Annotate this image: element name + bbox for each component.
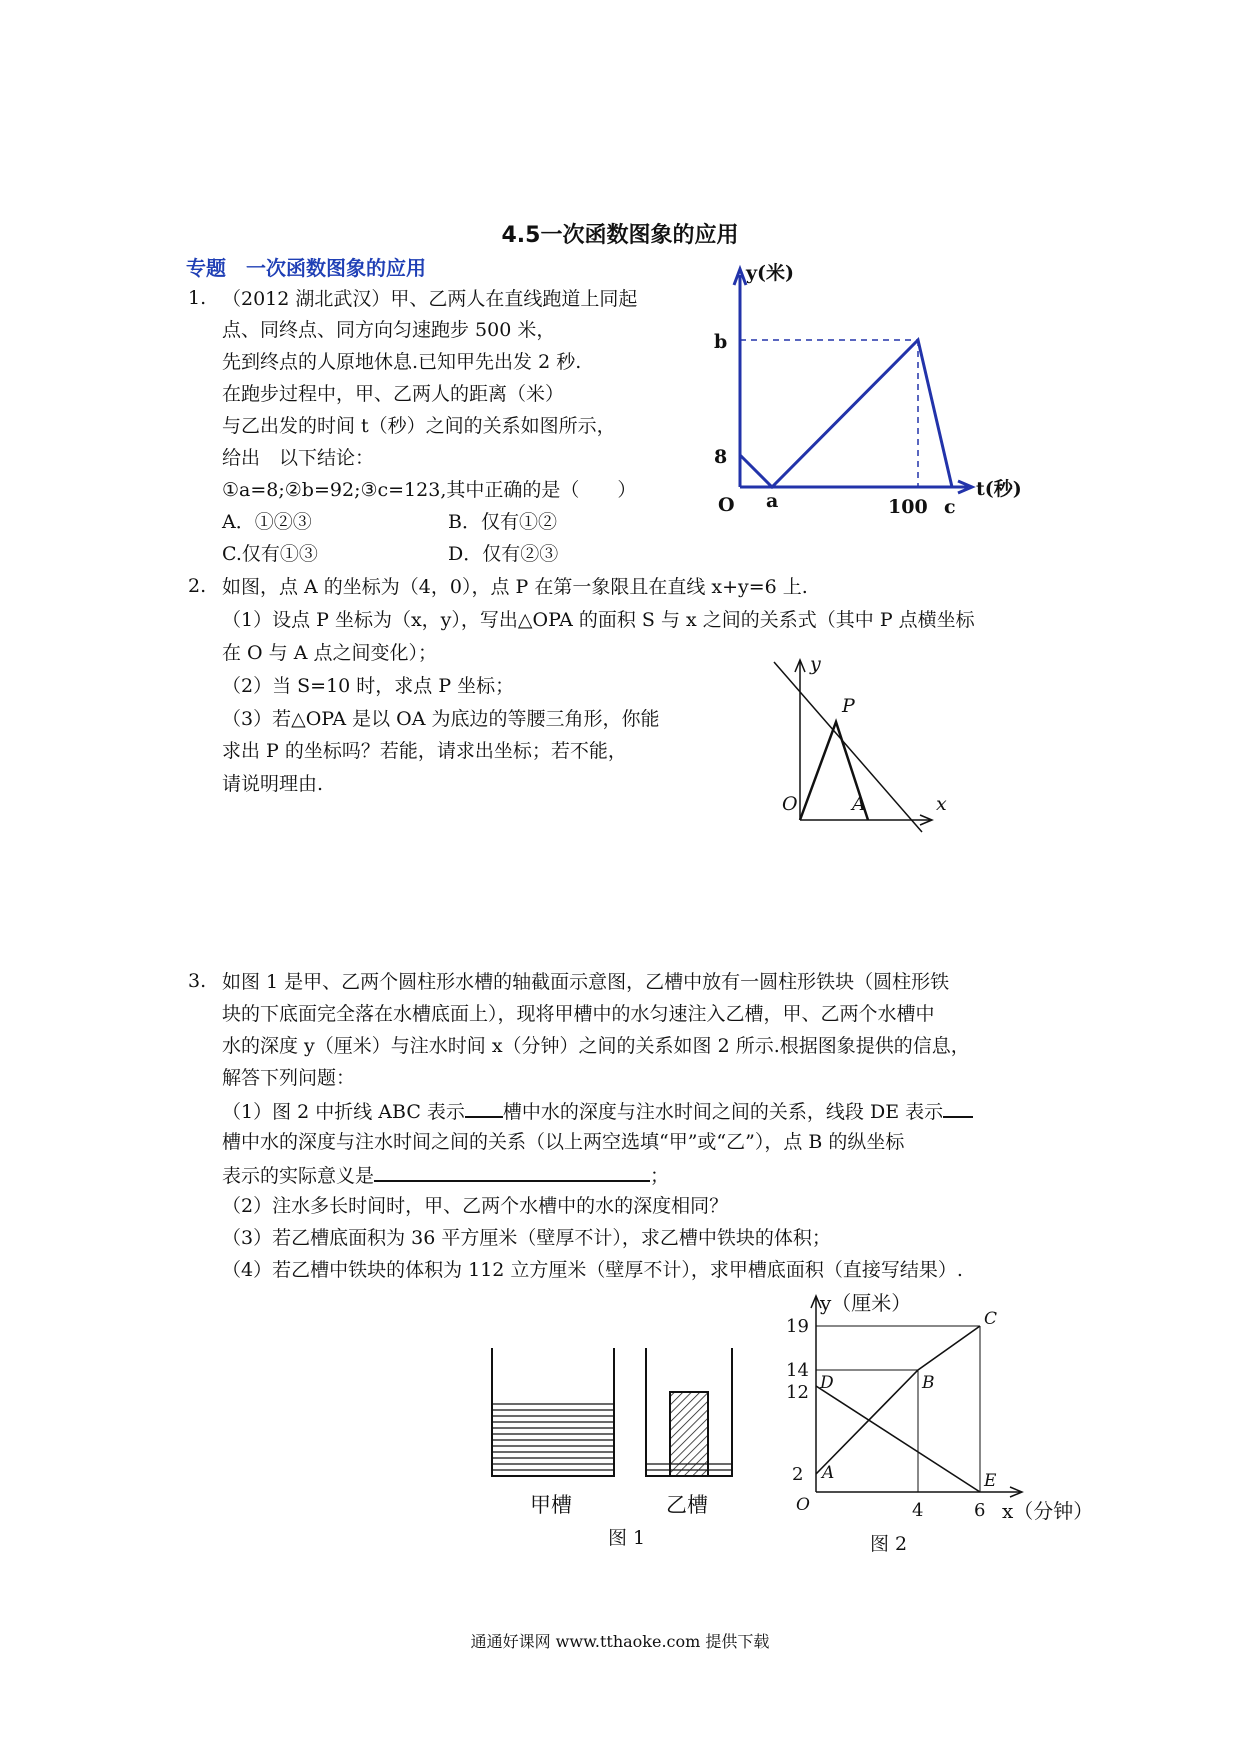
q3-part2: （2）注水多长时间时，甲、乙两个水槽中的水的深度相同？ bbox=[222, 1195, 729, 1217]
q1-option-d: D．仅有②③ bbox=[448, 543, 559, 565]
tank-a-label: 甲槽 bbox=[530, 1493, 572, 1517]
q2-line-6: 求出 P 的坐标吗？若能，请求出坐标；若不能， bbox=[222, 740, 627, 762]
q1-line-5: 与乙出发的时间 t（秒）之间的关系如图所示， bbox=[222, 415, 616, 437]
q1-distance-line bbox=[740, 340, 952, 487]
q3-figure-1 bbox=[480, 1340, 760, 1570]
q1-y-label: y(米) bbox=[746, 262, 795, 284]
q3-figure-2 bbox=[770, 1288, 1100, 1570]
fig2-polyline-abc bbox=[816, 1326, 980, 1474]
fig2-point-b: B bbox=[922, 1373, 935, 1393]
q1-line-4: 在跑步过程中，甲、乙两人的距离（米） bbox=[222, 383, 565, 405]
q1-origin: O bbox=[718, 494, 735, 516]
figure-1-caption: 图 1 bbox=[608, 1527, 646, 1549]
q1-label-a: a bbox=[766, 490, 779, 512]
fig2-point-c: C bbox=[984, 1309, 998, 1329]
q1-option-c: C.仅有①③ bbox=[222, 543, 318, 565]
q3-part1-row2: 槽中水的深度与注水时间之间的关系（以上两空选填“甲”或“乙”），点 B 的纵坐标 bbox=[222, 1131, 905, 1153]
q3-part1-text-a: （1）图 2 中折线 ABC 表示 bbox=[222, 1101, 465, 1123]
q3-part4: （4）若乙槽中铁块的体积为 112 立方厘米（壁厚不计），求甲槽底面积（直接写结果）. bbox=[222, 1259, 963, 1281]
fig2-point-d: D bbox=[820, 1373, 834, 1393]
q3-blank-1[interactable] bbox=[465, 1098, 503, 1118]
q3-part1-text-d: 表示的实际意义是 bbox=[222, 1165, 375, 1187]
q1-line-2: 点、同终点、同方向匀速跑步 500 米， bbox=[222, 319, 556, 341]
fig2-origin: O bbox=[796, 1495, 810, 1515]
fig2-tick-12: 12 bbox=[786, 1382, 809, 1403]
fig2-tick-2: 2 bbox=[792, 1464, 804, 1485]
q2-label-a: A bbox=[852, 793, 866, 815]
tank-a-outline bbox=[492, 1348, 614, 1476]
fig2-segment-de bbox=[816, 1386, 980, 1492]
q1-label-c: c bbox=[944, 496, 956, 518]
q2-number: 2. bbox=[188, 575, 207, 597]
q1-graph bbox=[700, 255, 1040, 525]
q1-line-1: （2012 湖北武汉）甲、乙两人在直线跑道上同起 bbox=[222, 288, 638, 310]
q2-line-1: 如图，点 A 的坐标为（4，0），点 P 在第一象限且在直线 x+y=6 上. bbox=[222, 576, 808, 598]
q2-line-7: 请说明理由. bbox=[222, 773, 324, 795]
q2-label-x: x bbox=[936, 793, 947, 815]
q2-line-4: （2）当 S=10 时，求点 P 坐标； bbox=[222, 675, 515, 697]
q2-line-3: 在 O 与 A 点之间变化）； bbox=[222, 642, 437, 664]
q2-graph bbox=[760, 650, 970, 850]
q2-label-y: y bbox=[810, 653, 821, 675]
q3-line-3: 水的深度 y（厘米）与注水时间 x（分钟）之间的关系如图 2 所示.根据图象提供的信息， bbox=[222, 1035, 970, 1057]
q2-label-p: P bbox=[842, 695, 855, 717]
q1-label-8: 8 bbox=[714, 446, 728, 468]
q1-line-3: 先到终点的人原地休息.已知甲先出发 2 秒. bbox=[222, 351, 582, 373]
q3-part3: （3）若乙槽底面积为 36 平方厘米（壁厚不计），求乙槽中铁块的体积； bbox=[222, 1227, 831, 1249]
q3-blank-3[interactable] bbox=[374, 1162, 650, 1182]
q3-part1-row3 bbox=[222, 1162, 669, 1188]
section-heading: 专题 一次函数图象的应用 bbox=[186, 256, 426, 280]
q3-line-4: 解答下列问题： bbox=[222, 1067, 356, 1089]
fig2-tick-4: 4 bbox=[912, 1500, 924, 1521]
iron-block bbox=[670, 1392, 708, 1476]
q1-option-a: A．①②③ bbox=[222, 511, 312, 533]
fig2-tick-14: 14 bbox=[786, 1360, 809, 1381]
page-title: 4.5一次函数图象的应用 bbox=[501, 223, 739, 248]
q3-part1-row1 bbox=[222, 1098, 973, 1124]
q1-label-b: b bbox=[714, 331, 728, 353]
fig2-tick-6: 6 bbox=[974, 1500, 986, 1521]
q1-option-b: B．仅有①② bbox=[448, 511, 557, 533]
fig2-point-e: E bbox=[984, 1471, 997, 1491]
q2-line-5: （3）若△OPA 是以 OA 为底边的等腰三角形，你能 bbox=[222, 708, 660, 730]
q3-part1-text-e: ； bbox=[650, 1165, 670, 1187]
q1-line-7: ①a=8;②b=92;③c=123,其中正确的是（ ） bbox=[222, 479, 637, 501]
page-footer: 通通好课网 www.tthaoke.com 提供下载 bbox=[470, 1632, 770, 1651]
q1-label-100: 100 bbox=[888, 496, 928, 518]
q2-label-o: O bbox=[782, 793, 798, 815]
q1-number: 1. bbox=[188, 287, 207, 309]
q1-line-6: 给出 以下结论： bbox=[222, 447, 375, 469]
fig2-x-label: x（分钟） bbox=[1002, 1499, 1094, 1523]
q3-part1-text-b: 槽中水的深度与注水时间之间的关系，线段 DE 表示 bbox=[502, 1101, 944, 1123]
fig2-y-label: y（厘米） bbox=[820, 1291, 912, 1315]
q2-line-2: （1）设点 P 坐标为（x，y），写出△OPA 的面积 S 与 x 之间的关系式（其中 P 点横坐标 bbox=[222, 609, 975, 631]
tank-a-water bbox=[492, 1404, 614, 1470]
fig2-tick-19: 19 bbox=[786, 1316, 809, 1337]
fig2-point-a: A bbox=[822, 1463, 835, 1483]
figure-2-caption: 图 2 bbox=[870, 1533, 908, 1555]
tank-b-label: 乙槽 bbox=[666, 1493, 708, 1517]
q3-line-2: 块的下底面完全落在水槽底面上），现将甲槽中的水匀速注入乙槽，甲、乙两个水槽中 bbox=[222, 1003, 935, 1025]
q1-x-label: t(秒) bbox=[976, 478, 1022, 500]
q3-blank-2[interactable] bbox=[943, 1098, 973, 1118]
q3-number: 3. bbox=[188, 970, 207, 992]
q3-line-1: 如图 1 是甲、乙两个圆柱形水槽的轴截面示意图，乙槽中放有一圆柱形铁块（圆柱形铁 bbox=[222, 971, 950, 993]
